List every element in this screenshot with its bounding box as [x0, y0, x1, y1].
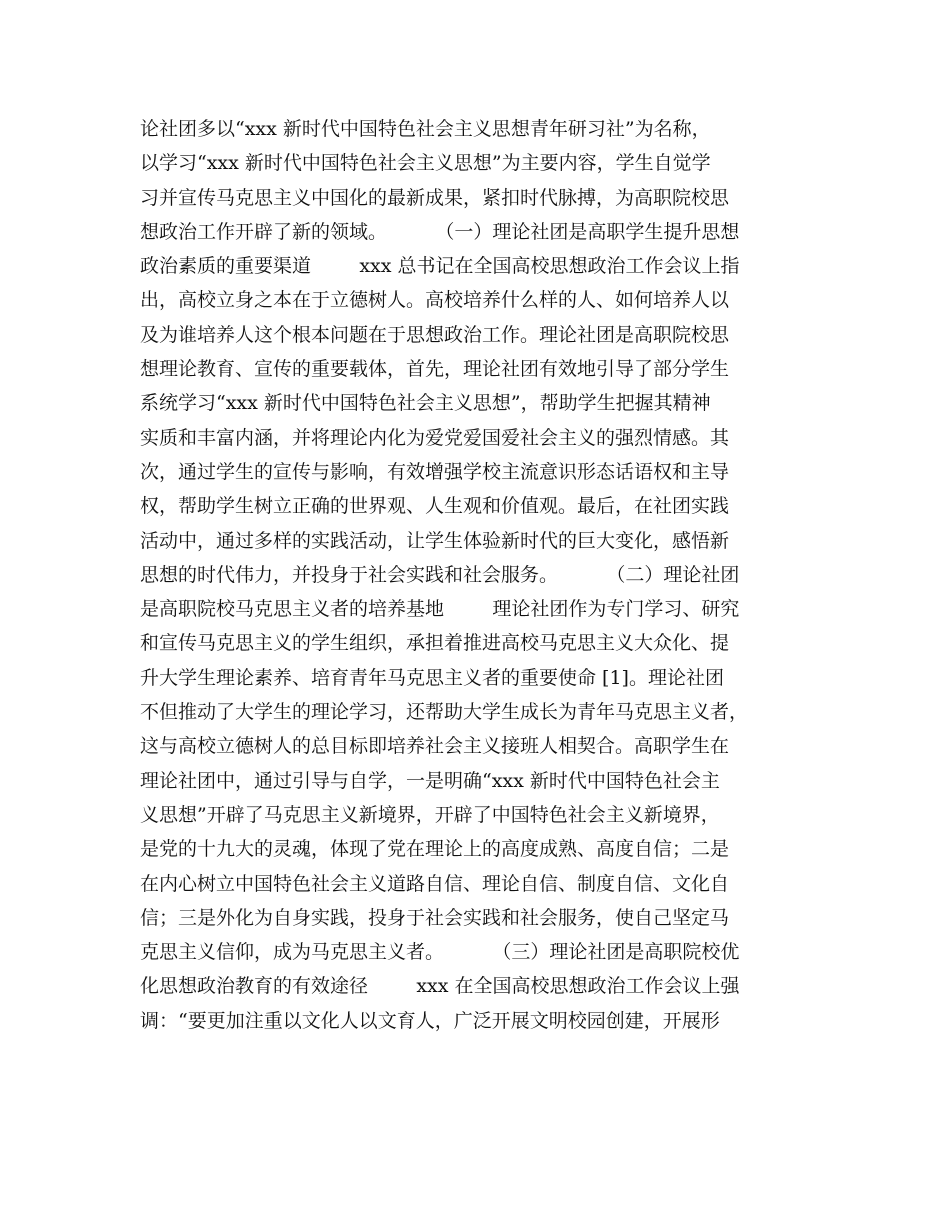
- text-line: 想政治工作开辟了新的领域。 （一）理论社团是高职学生提升思想: [140, 220, 740, 243]
- text-line: 习并宣传马克思主义中国化的最新成果，紧扣时代脉搏，为高职院校思: [140, 186, 730, 209]
- text-line: 次，通过学生的宣传与影响，有效增强学校主流意识形态话语权和主导: [140, 460, 730, 483]
- text-line: 调：“要更加注重以文化人以文育人，广泛开展文明校园创建，开展形: [140, 1009, 720, 1032]
- text-line: 理论社团中，通过引导与自学，一是明确“xxx 新时代中国特色社会主: [140, 769, 720, 792]
- text-line: 思想的时代伟力，并投身于社会实践和社会服务。 （二）理论社团: [140, 563, 740, 586]
- text-line: 政治素质的重要渠道 xxx 总书记在全国高校思想政治工作会议上指: [140, 255, 740, 278]
- text-line: 系统学习“xxx 新时代中国特色社会主义思想”，帮助学生把握其精神: [140, 392, 711, 415]
- text-line: 及为谁培养人这个根本问题在于思想政治工作。理论社团是高职院校思: [140, 323, 730, 346]
- text-line: 化思想政治教育的有效途径 xxx 在全国高校思想政治工作会议上强: [140, 975, 740, 998]
- text-line: 是高职院校马克思主义者的培养基地 理论社团作为专门学习、研究: [140, 598, 740, 621]
- text-line: 这与高校立德树人的总目标即培养社会主义接班人相契合。高职学生在: [140, 735, 730, 758]
- text-line: 不但推动了大学生的理论学习，还帮助大学生成长为青年马克思主义者，: [140, 701, 749, 724]
- text-line: 活动中，通过多样的实践活动，让学生体验新时代的巨大变化，感悟新: [140, 529, 730, 552]
- text-line: 克思主义信仰，成为马克思主义者。 （三）理论社团是高职院校优: [140, 941, 740, 964]
- text-line: 是党的十九大的灵魂，体现了党在理论上的高度成熟、高度自信；二是: [140, 838, 730, 861]
- text-line: 以学习“xxx 新时代中国特色社会主义思想”为主要内容，学生自觉学: [140, 152, 711, 175]
- text-line: 权，帮助学生树立正确的世界观、人生观和价值观。最后，在社团实践: [140, 495, 730, 518]
- text-line: 出，高校立身之本在于立德树人。高校培养什么样的人、如何培养人以: [140, 289, 730, 312]
- text-line: 义思想”开辟了马克思主义新境界，开辟了中国特色社会主义新境界，: [140, 803, 720, 826]
- text-line: 和宣传马克思主义的学生组织，承担着推进高校马克思主义大众化、提: [140, 632, 730, 655]
- text-line: 在内心树立中国特色社会主义道路自信、理论自信、制度自信、文化自: [140, 872, 730, 895]
- body-text: [140, 112, 820, 1038]
- text-line: 实质和丰富内涵，并将理论内化为爱党爱国爱社会主义的强烈情感。其: [140, 426, 730, 449]
- text-line: 信；三是外化为自身实践，投身于社会实践和社会服务，使自己坚定马: [140, 906, 730, 929]
- text-line: 升大学生理论素养、培育青年马克思主义者的重要使命 [1]。理论社团: [140, 666, 724, 689]
- text-line: 想理论教育、宣传的重要载体，首先，理论社团有效地引导了部分学生: [140, 358, 730, 381]
- text-line: 论社团多以“xxx 新时代中国特色社会主义思想青年研习社”为名称，: [140, 118, 711, 140]
